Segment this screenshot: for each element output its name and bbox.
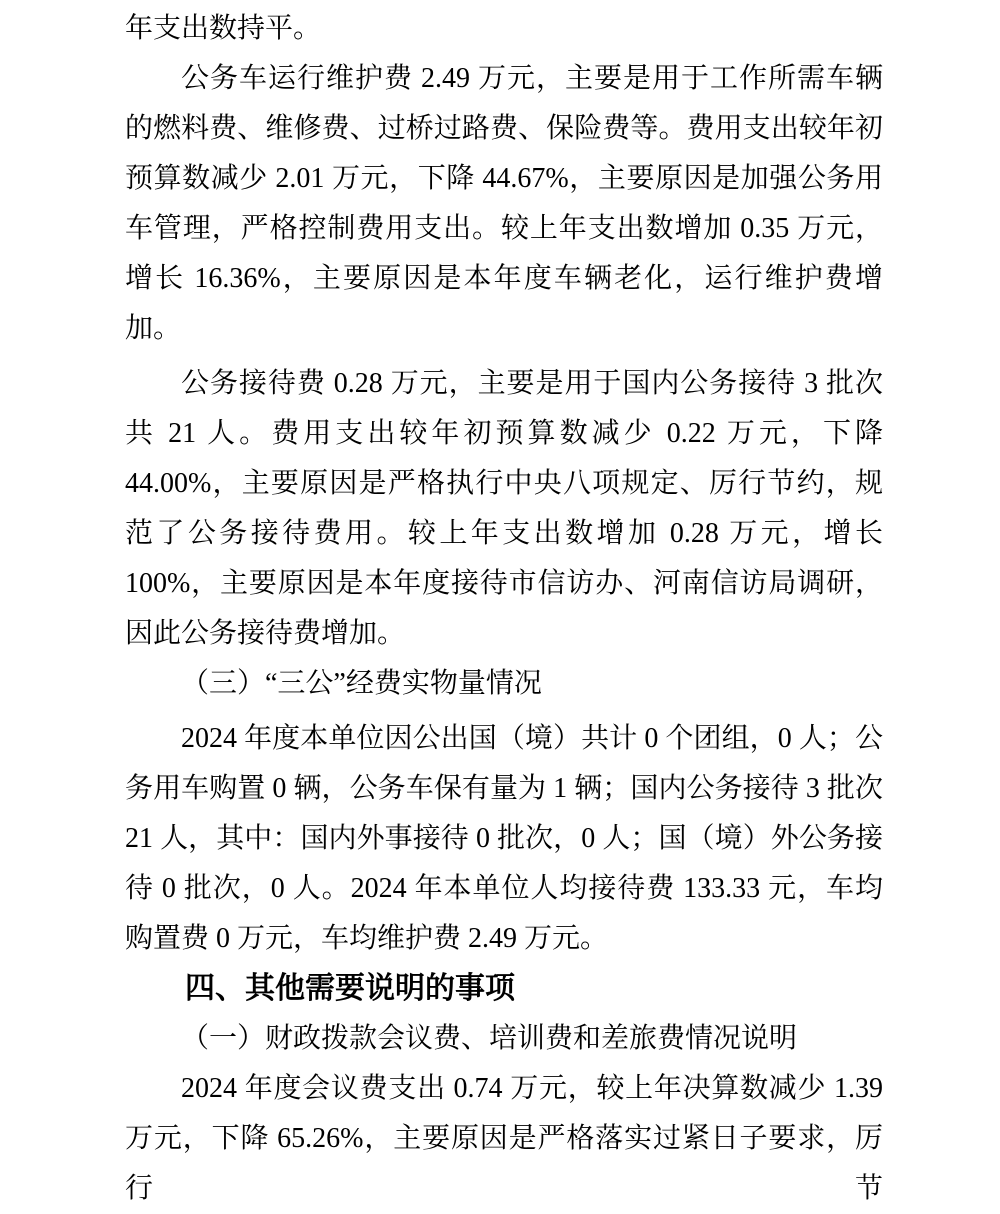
paragraph-physical-quantity-detail: 2024 年度本单位因公出国（境）共计 0 个团组，0 人；公务用车购置 0 辆，公务车保有量为 1 辆；国内公务接待 3 批次 21 人，其中：国内外事接待 0 批次，0 人；国（境）外公务接待 0 批次，0 人。2024 年本单位人均接待费 133.33 元，车均购置费 0 万元，车均维护费 2.49 万元。	[125, 723, 883, 954]
subheading-three-public-physical-quantity: （三）“三公”经费实物量情况	[181, 668, 542, 699]
paragraph-official-reception-cost: 公务接待费 0.28 万元，主要是用于国内公务接待 3 批次共 21 人。费用支出较年初预算数减少 0.22 万元，下降 44.00%，主要原因是严格执行中央八项规定、厉行节约，规范了公务接待费用。较上年支出数增加 0.28 万元，增长 100%，主要原因是本年度接待市信访办、河南信访局调研，因此公务接待费增加。	[125, 368, 883, 649]
paragraph-prev-year-expenditure-tail: 年支出数持平。	[125, 13, 322, 44]
paragraph-meeting-fee-expenditure: 2024 年度会议费支出 0.74 万元，较上年决算数减少 1.39 万元，下降 65.26%，主要原因是严格落实过紧日子要求，厉行节	[125, 1073, 883, 1204]
heading-other-matters: 四、其他需要说明的事项	[185, 972, 515, 1005]
subheading-meeting-training-travel-fee: （一）财政拨款会议费、培训费和差旅费情况说明	[181, 1023, 798, 1054]
paragraph-vehicle-operation-maintenance-cost: 公务车运行维护费 2.49 万元，主要是用于工作所需车辆的燃料费、维修费、过桥过路费、保险费等。费用支出较年初预算数减少 2.01 万元，下降 44.67%，主要原因是加强公务用车管理，严格控制费用支出。较上年支出数增加 0.35 万元，增长 16.36%，主要原因是本年度车辆老化，运行维护费增加。	[125, 63, 883, 344]
